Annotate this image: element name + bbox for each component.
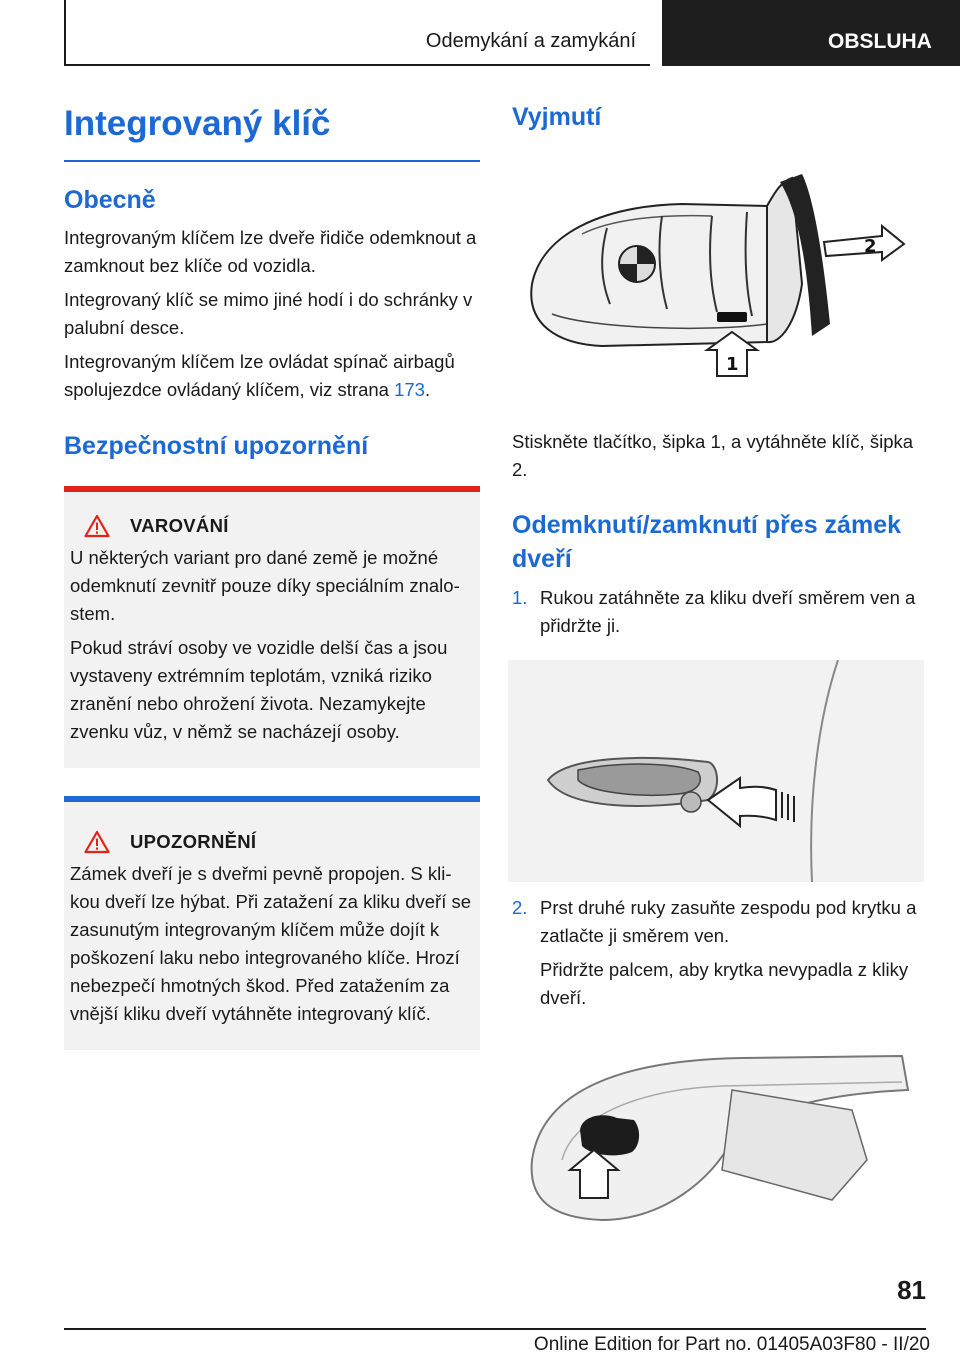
header-left-rule	[64, 0, 66, 66]
general-heading: Obecně	[64, 186, 156, 214]
header-section-title: Odemykání a zamykání	[425, 30, 636, 52]
general-paragraph-2: Integrovaný klíč se mimo jiné hodí i do schránky v palubní desce.	[64, 289, 473, 338]
key-removal-figure	[512, 164, 912, 384]
notice-title	[64, 828, 480, 856]
general-paragraph-1: Integrovaným klíčem lze dveře řidiče odemknout a zamknout bez klíče od vozidla.	[64, 227, 477, 276]
door-handle-figure	[508, 660, 924, 882]
step-2-number: 2.	[512, 897, 528, 918]
safety-heading: Bezpečnostní upozornění	[64, 432, 369, 460]
handle-cap-illustration	[522, 1050, 918, 1226]
step-2-text: Prst druhé ruky zasuňte zespodu pod krytku a zatlačte ji směrem ven.	[540, 897, 917, 946]
warning-triangle-icon	[84, 514, 110, 538]
page-reference-link[interactable]: 173	[394, 379, 425, 400]
title-rule	[64, 160, 480, 162]
footer-rule	[64, 1328, 926, 1330]
warning-title	[64, 512, 480, 540]
step-2	[512, 894, 932, 950]
general-paragraph-3-text: Integrovaným klíčem lze ovládat spínač airbagů spolujezdce ovládaný klíčem, viz strana	[64, 351, 455, 400]
general-paragraph-3-end: .	[424, 379, 431, 400]
notice-paragraph: Zámek dveří je s dveřmi pevně propojen. S klikou dveří lze hýbat. Při zatažení za kliku dveří se zasunutým integrovaným klíčem může dojít k poškození laku nebo integrovaného klíče. Hrozí nebezpečí hmotných škod. Před zatažením za vnější kliku dveří vytáhněte integrovaný klíč.	[70, 863, 472, 1024]
figure-callout-2: 2	[864, 236, 877, 257]
notice-bar	[64, 796, 480, 802]
figure-callout-1: 1	[726, 354, 739, 375]
step-2-extra: Přidržte palcem, aby krytka nevypadla z kliky dveří.	[540, 959, 909, 1008]
notice-triangle-icon	[84, 830, 110, 854]
key-fob-illustration	[512, 164, 912, 384]
step-1	[512, 584, 932, 640]
warning-box	[64, 486, 480, 768]
handle-cap-figure	[522, 1050, 918, 1226]
footer-edition: Online Edition for Part no. 01405A03F80 - II/20	[533, 1334, 930, 1355]
removal-heading: Vyjmutí	[512, 103, 602, 131]
right-column	[512, 100, 932, 1226]
page-number: 81	[897, 1275, 926, 1305]
warning-bar	[64, 486, 480, 492]
door-handle-illustration	[508, 660, 924, 882]
warning-paragraph-1: U některých variant pro dané země je možné odemknutí zevnitř pouze díky speciálním znalostem.	[70, 547, 460, 624]
removal-caption: Stiskněte tlačítko, šipka 1, a vytáhněte klíč, šipka 2.	[512, 431, 914, 480]
step-1-number: 1.	[512, 587, 528, 608]
left-column	[64, 100, 480, 1050]
warning-title-text: VAROVÁNÍ	[130, 515, 229, 536]
header-chapter-tab[interactable]: OBSLUHA	[662, 0, 960, 66]
warning-paragraph-2: Pokud stráví osoby ve vozidle delší čas a jsou vystaveny extrémním teplotám, vzniká riziko zranění nebo ohrožení života. Nezamykejte zvenku vůz, v němž se nacházejí osoby.	[70, 637, 448, 742]
step-1-text: Rukou zatáhněte za kliku dveří směrem ven a přidržte ji.	[540, 587, 916, 636]
header-bottom-rule	[64, 64, 650, 66]
general-paragraph-3	[64, 348, 480, 404]
notice-title-text: UPOZORNĚNÍ	[130, 831, 257, 852]
page-title: Integrovaný klíč	[64, 104, 331, 143]
notice-box	[64, 796, 480, 1050]
lock-heading: Odemknutí/zamknutí přes zámek dveří	[512, 511, 902, 573]
